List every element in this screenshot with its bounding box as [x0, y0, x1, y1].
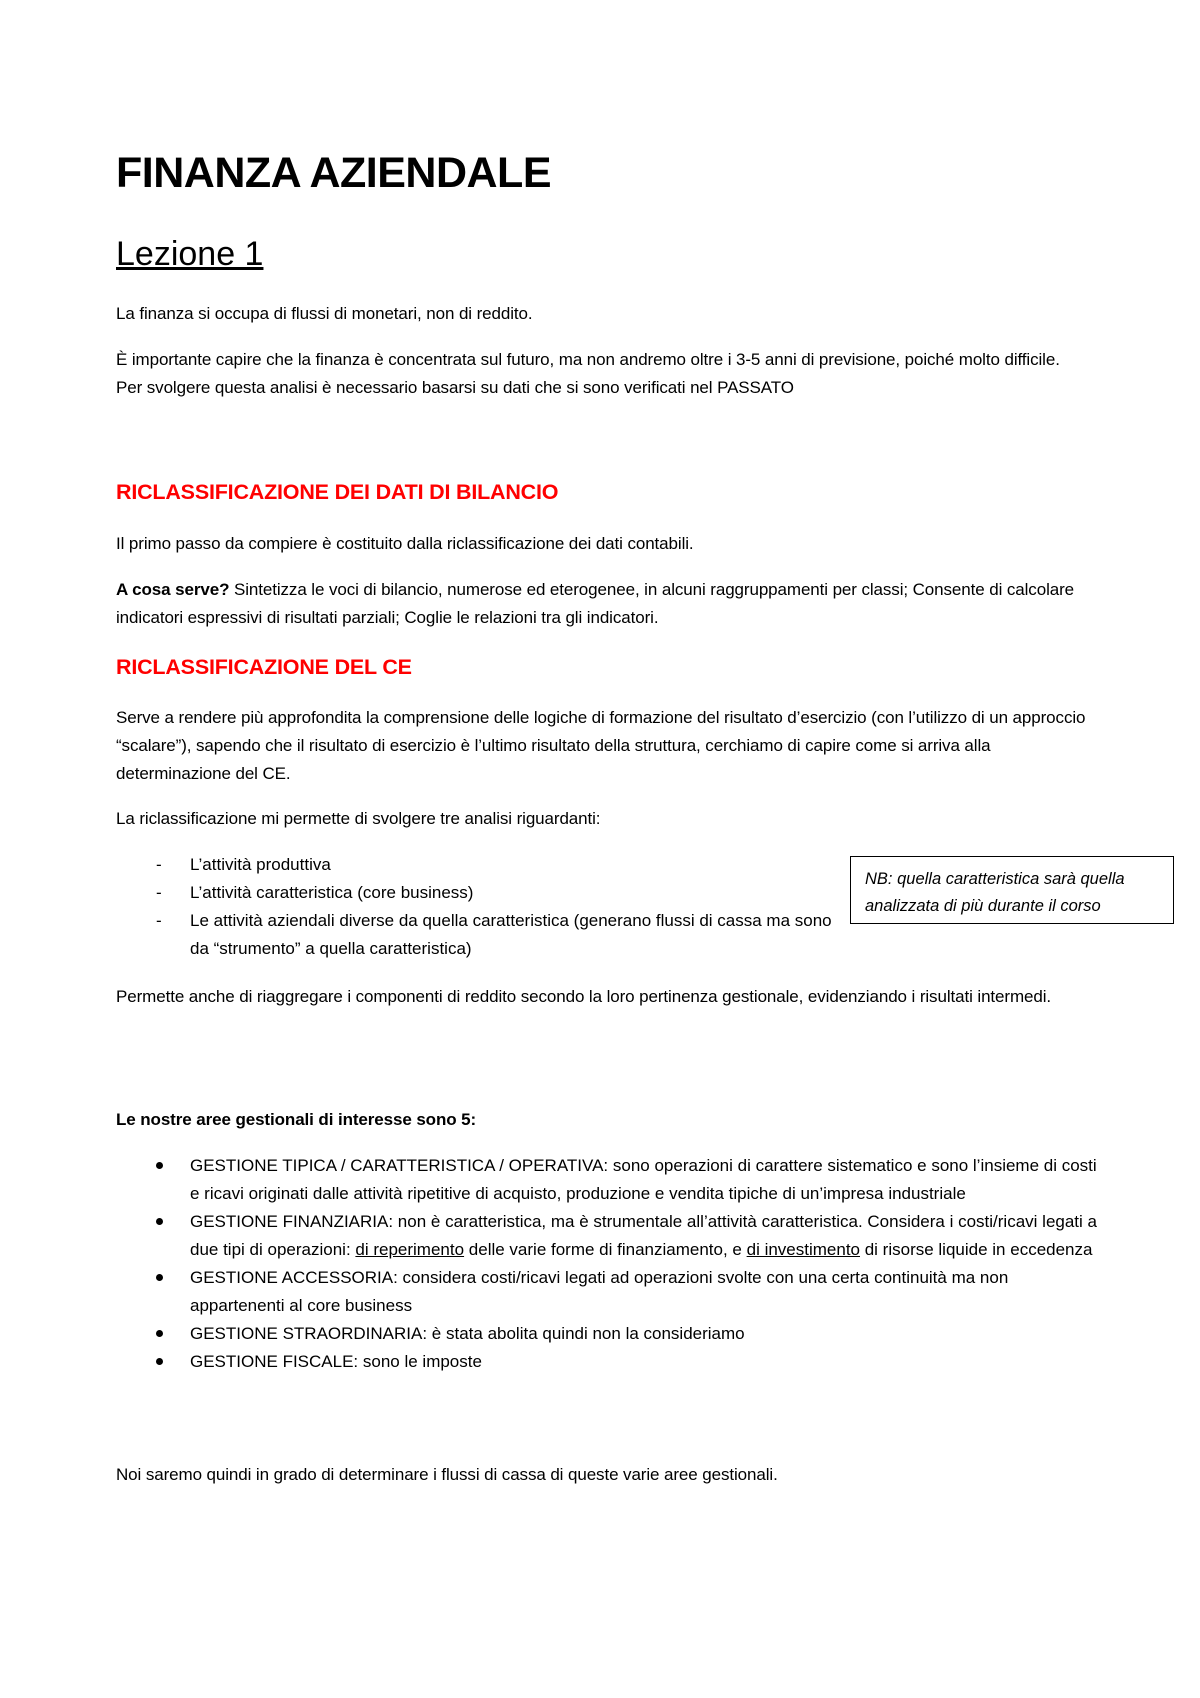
section2-paragraph-3: Permette anche di riaggregare i componenti di reddito secondo la loro pertinenza gestionale, evidenziando i risultati intermedi. [116, 987, 1052, 1006]
section2-paragraph-1: Serve a rendere più approfondita la comprensione delle logiche di formazione del risultato d’esercizio (con l’utilizzo di un approccio “scalare”), sapendo che il risultato di esercizio è l’ultimo risultato della struttura, cerchiamo di capire come si arriva alla determinazione del CE. [116, 708, 1086, 783]
bullet-icon [156, 1330, 163, 1337]
underlined-term: di investimento [746, 1240, 860, 1259]
section1-paragraph-2 [116, 576, 1106, 632]
underlined-term: di reperimento [355, 1240, 465, 1259]
section-heading-riclassificazione-dati: RICLASSIFICAZIONE DEI DATI DI BILANCIO [116, 480, 559, 504]
section2-paragraph-2: La riclassificazione mi permette di svolgere tre analisi riguardanti: [116, 809, 601, 828]
question-label: A cosa serve? [116, 580, 230, 599]
bullet-icon [156, 1218, 163, 1225]
bullet-icon [156, 1274, 163, 1281]
management-areas-list [116, 1152, 1106, 1376]
document-title: FINANZA AZIENDALE [116, 149, 552, 197]
analysis-dash-list [116, 851, 836, 963]
list-item: - L’attività caratteristica (core business) [156, 883, 474, 902]
lesson-heading: Lezione 1 [116, 235, 264, 273]
intro-paragraph-2 [116, 346, 1106, 402]
nb-note-box: NB: quella caratteristica sarà quella analizzata di più durante il corso [850, 856, 1174, 924]
intro-paragraph-2-a: È importante capire che la finanza è concentrata sul futuro, ma non andremo oltre i 3-5 anni di previsione, poiché molto difficile. [116, 350, 1060, 369]
list-item: GESTIONE STRAORDINARIA: è stata abolita quindi non la consideriamo [116, 1320, 1106, 1348]
list-item: GESTIONE TIPICA / CARATTERISTICA / OPERATIVA: sono operazioni di carattere sistematico e sono l’insieme di costi e ricavi originati dalle attività ripetitive di acquisto, produzione e vendita tipiche di un’impresa industriale [116, 1152, 1106, 1208]
areas-heading: Le nostre aree gestionali di interesse sono 5: [116, 1110, 477, 1129]
intro-paragraph-1: La finanza si occupa di flussi di monetari, non di reddito. [116, 304, 533, 323]
bullet-icon [156, 1162, 163, 1169]
section1-paragraph-1: Il primo passo da compiere è costituito dalla riclassificazione dei dati contabili. [116, 534, 694, 553]
section-heading-riclassificazione-ce: RICLASSIFICAZIONE DEL CE [116, 655, 412, 679]
bullet-icon [156, 1358, 163, 1365]
list-item: - Le attività aziendali diverse da quella caratteristica (generano flussi di cassa ma sono da “strumento” a quella caratteristica) [156, 911, 832, 958]
intro-paragraph-2-b: Per svolgere questa analisi è necessario basarsi su dati che si sono verificati nel PASSATO [116, 378, 794, 397]
list-item: - L’attività produttiva [156, 855, 331, 874]
list-item: GESTIONE ACCESSORIA: considera costi/ricavi legati ad operazioni svolte con una certa continuità ma non appartenenti al core business [116, 1264, 1106, 1320]
question-text: Sintetizza le voci di bilancio, numerose ed eterogenee, in alcuni raggruppamenti per classi; Consente di calcolare indicatori espressivi di risultati parziali; Coglie le relazioni tra gli indicatori. [116, 580, 1075, 627]
list-item: GESTIONE FINANZIARIA: non è caratteristica, ma è strumentale all’attività caratteristica. Considera i costi/ricavi legati a due tipi di operazioni: di reperimento delle varie forme di finanziamento, e di investimento di risorse liquide in eccedenza [116, 1208, 1106, 1264]
closing-paragraph: Noi saremo quindi in grado di determinare i flussi di cassa di queste varie aree gestionali. [116, 1465, 778, 1484]
list-item: GESTIONE FISCALE: sono le imposte [116, 1348, 1106, 1376]
